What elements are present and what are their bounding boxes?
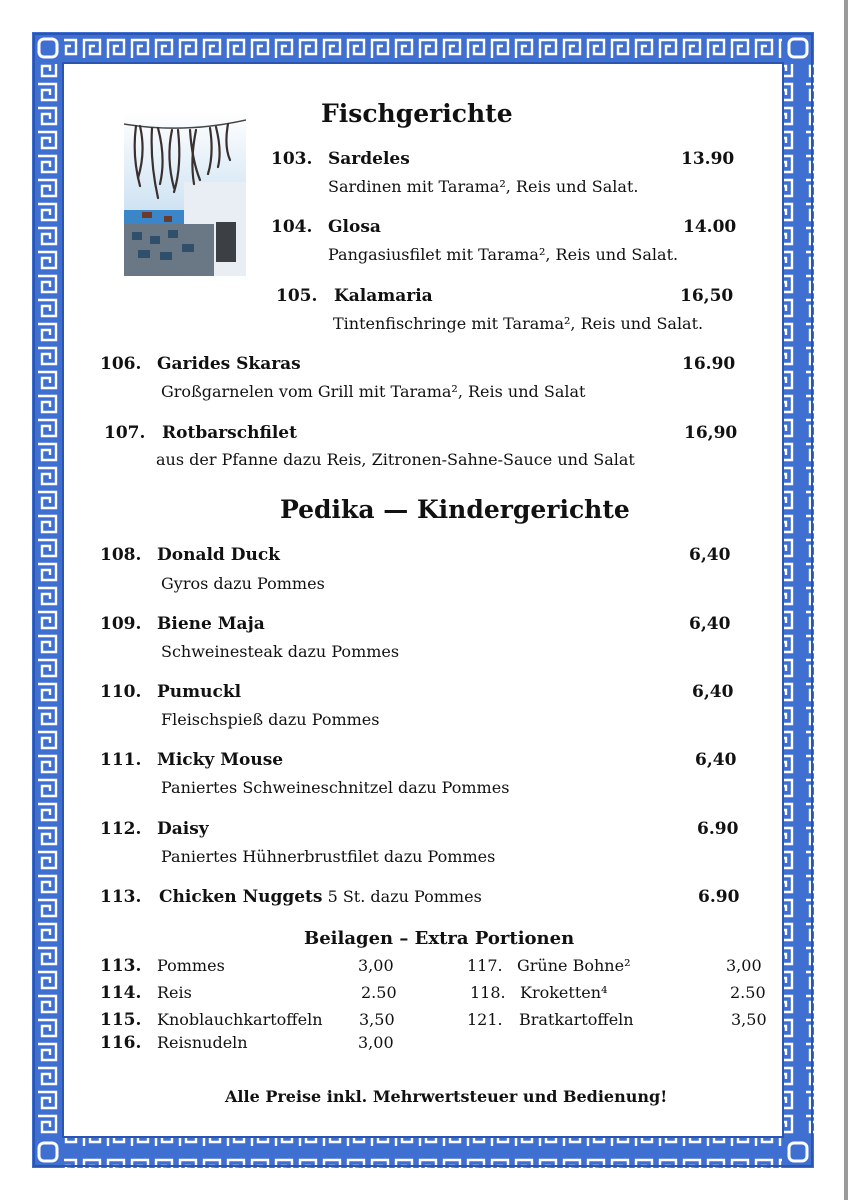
- item-description: aus der Pfanne dazu Reis, Zitronen-Sahne-Sauce und Salat: [156, 450, 635, 469]
- side-number: 113.: [100, 956, 142, 976]
- item-price: 13.90: [681, 149, 735, 169]
- item-price: 16,50: [680, 286, 734, 306]
- item-number: 104.: [271, 217, 313, 237]
- item-name: Biene Maja: [157, 614, 265, 634]
- item-name: Garides Skaras: [157, 354, 301, 374]
- item-number: 105.: [276, 286, 318, 306]
- side-price: 2.50: [361, 983, 397, 1002]
- side-name: Kroketten⁴: [520, 983, 608, 1002]
- item-price: 6,40: [692, 682, 734, 702]
- item-description: Tintenfischringe mit Tarama², Reis und Salat.: [333, 314, 704, 333]
- item-name: Chicken Nuggets: [159, 887, 323, 907]
- side-price: 3,00: [726, 956, 762, 975]
- item-name-row: [159, 887, 482, 907]
- item-price: 6,40: [689, 614, 731, 634]
- side-price: 3,50: [731, 1010, 767, 1029]
- side-name: Pommes: [157, 956, 225, 975]
- item-number: 110.: [100, 682, 142, 702]
- item-number: 109.: [100, 614, 142, 634]
- item-description: Sardinen mit Tarama², Reis und Salat.: [328, 177, 639, 196]
- side-name: Bratkartoffeln: [519, 1010, 634, 1029]
- item-price: 16.90: [682, 354, 736, 374]
- item-price: 6.90: [698, 887, 740, 907]
- side-price: 2.50: [730, 983, 766, 1002]
- item-price: 14.00: [683, 217, 737, 237]
- item-name: Kalamaria: [334, 286, 433, 306]
- side-number: 114.: [100, 983, 142, 1003]
- section-title-fischgerichte: Fischgerichte: [321, 99, 513, 128]
- item-name: Sardeles: [328, 149, 410, 169]
- footer-note: Alle Preise inkl. Mehrwertsteuer und Bedienung!: [225, 1087, 668, 1106]
- item-description: Schweinesteak dazu Pommes: [161, 642, 400, 661]
- item-name: Pumuckl: [157, 682, 242, 702]
- item-name: Micky Mouse: [157, 750, 284, 770]
- item-description: Fleischspieß dazu Pommes: [161, 710, 380, 729]
- item-description: Paniertes Hühnerbrustfilet dazu Pommes: [161, 847, 496, 866]
- side-number: 116.: [100, 1033, 142, 1053]
- item-description: Großgarnelen vom Grill mit Tarama², Reis und Salat: [161, 382, 586, 401]
- side-name: Knoblauchkartoffeln: [157, 1010, 323, 1029]
- harbor-octopus-photo: [124, 112, 246, 290]
- item-name-suffix: 5 St. dazu Pommes: [327, 887, 482, 906]
- item-price: 6,40: [689, 545, 731, 565]
- item-number: 111.: [100, 750, 142, 770]
- item-name: Rotbarschfilet: [162, 423, 297, 443]
- item-description: Pangasiusfilet mit Tarama², Reis und Salat.: [328, 245, 679, 264]
- item-number: 108.: [100, 545, 142, 565]
- section-title-kindergerichte: Pedika — Kindergerichte: [280, 495, 630, 524]
- section-title-beilagen: Beilagen – Extra Portionen: [304, 928, 575, 949]
- item-name: Glosa: [328, 217, 381, 237]
- side-number: 115.: [100, 1010, 142, 1030]
- item-number: 106.: [100, 354, 142, 374]
- item-name: Daisy: [157, 819, 209, 839]
- item-description: Paniertes Schweineschnitzel dazu Pommes: [161, 778, 510, 797]
- side-number: 121.: [467, 1010, 503, 1029]
- item-description: Gyros dazu Pommes: [161, 574, 325, 593]
- side-name: Grüne Bohne²: [517, 956, 631, 975]
- item-number: 113.: [100, 887, 142, 907]
- item-price: 6,40: [695, 750, 737, 770]
- page-edge: [844, 0, 848, 1200]
- side-price: 3,00: [358, 956, 394, 975]
- side-price: 3,50: [359, 1010, 395, 1029]
- item-name: Donald Duck: [157, 545, 280, 565]
- side-number: 117.: [467, 956, 503, 975]
- item-price: 16,90: [684, 423, 738, 443]
- item-price: 6.90: [697, 819, 739, 839]
- item-number: 112.: [100, 819, 142, 839]
- side-number: 118.: [470, 983, 506, 1002]
- item-number: 103.: [271, 149, 313, 169]
- side-name: Reisnudeln: [157, 1033, 248, 1052]
- side-name: Reis: [157, 983, 192, 1002]
- item-number: 107.: [104, 423, 146, 443]
- side-price: 3,00: [358, 1033, 394, 1052]
